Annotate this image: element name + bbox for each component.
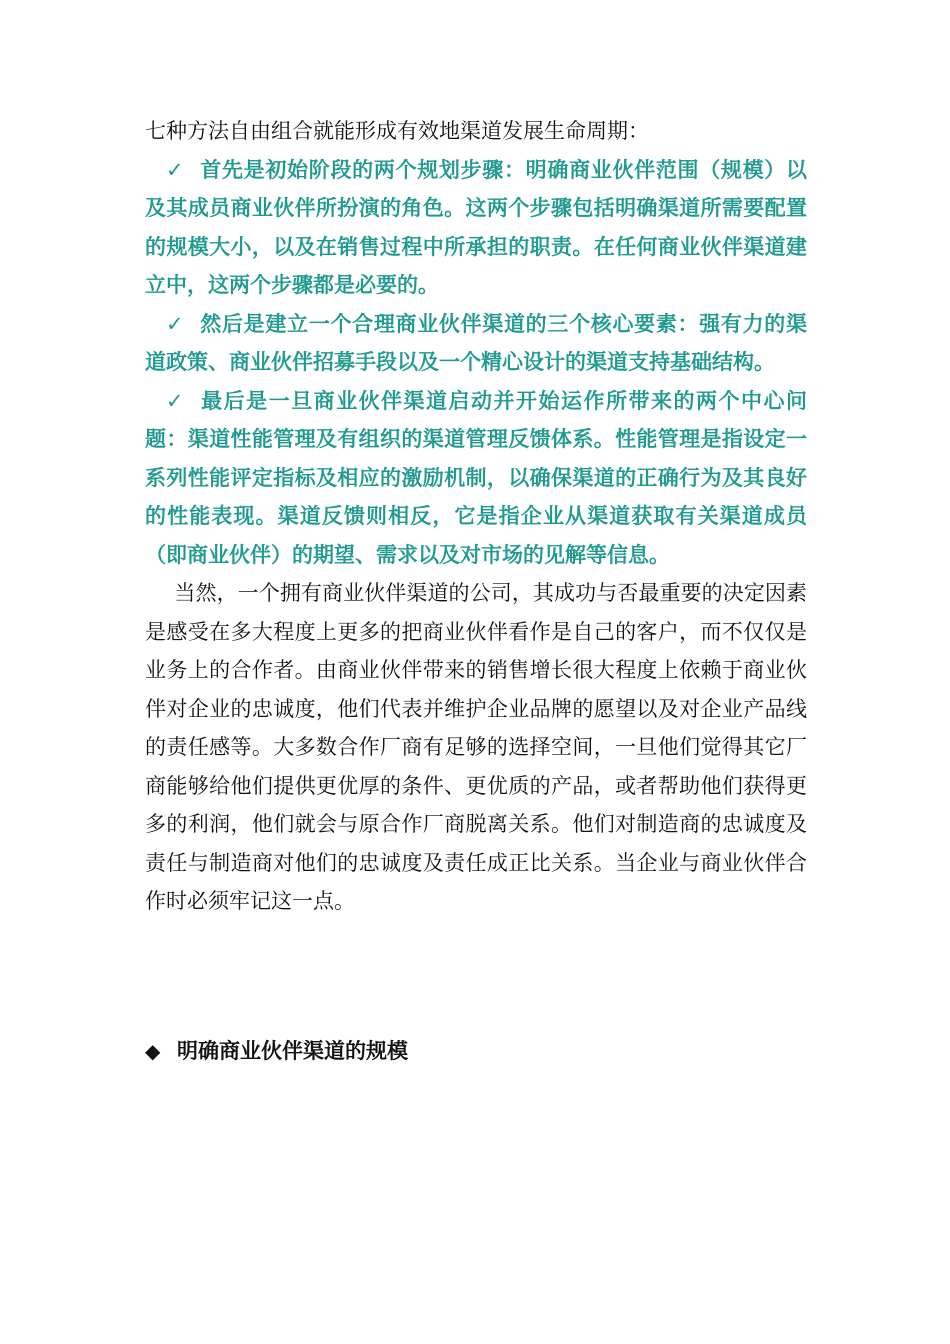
section-heading: [145, 1032, 408, 1070]
diamond-bullet-icon: ◆: [145, 1039, 161, 1063]
section-heading-text: 明确商业伙伴渠道的规模: [177, 1038, 408, 1063]
bullet-item-1: [145, 151, 807, 305]
bullet-text-3: 最后是一旦商业伙伴渠道启动并开始运作所带来的两个中心问题：渠道性能管理及有组织的渠道管理反馈体系。性能管理是指设定一系列性能评定指标及相应的激励机制，以确保渠道的正确行为及其良好的性能表现。渠道反馈则相反，它是指企业从渠道获取有关渠道成员（即商业伙伴）的期望、需求以及对市场的见解等信息。: [145, 387, 807, 567]
check-mark-icon: ✓: [166, 157, 184, 182]
bullet-text-1: 首先是初始阶段的两个规划步骤：明确商业伙伴范围（规模）以及其成员商业伙伴所扮演的角色。这两个步骤包括明确渠道所需要配置的规模大小，以及在销售过程中所承担的职责。在任何商业伙伴渠道建立中，这两个步骤都是必要的。: [145, 156, 807, 297]
body-paragraph: 当然，一个拥有商业伙伴渠道的公司，其成功与否最重要的决定因素是感受在多大程度上更多的把商业伙伴看作是自己的客户，而不仅仅是业务上的合作者。由商业伙伴带来的销售增长很大程度上依赖于商业伙伴对企业的忠诚度，他们代表并维护企业品牌的愿望以及对企业产品线的责任感等。大多数合作厂商有足够的选择空间，一旦他们觉得其它厂商能够给他们提供更优厚的条件、更优质的产品，或者帮助他们获得更多的利润，他们就会与原合作厂商脱离关系。他们对制造商的忠诚度及责任与制造商对他们的忠诚度及责任成正比关系。当企业与商业伙伴合作时必须牢记这一点。: [145, 581, 807, 913]
check-mark-icon: ✓: [166, 311, 184, 336]
bullet-text-2: 然后是建立一个合理商业伙伴渠道的三个核心要素：强有力的渠道政策、商业伙伴招募手段以及一个精心设计的渠道支持基础结构。: [145, 310, 807, 374]
intro-line: 七种方法自由组合就能形成有效地渠道发展生命周期：: [145, 119, 649, 143]
bullet-item-3: [145, 382, 807, 575]
bullet-item-2: [145, 305, 807, 382]
document-body: [145, 112, 807, 921]
check-mark-icon: ✓: [166, 388, 184, 413]
